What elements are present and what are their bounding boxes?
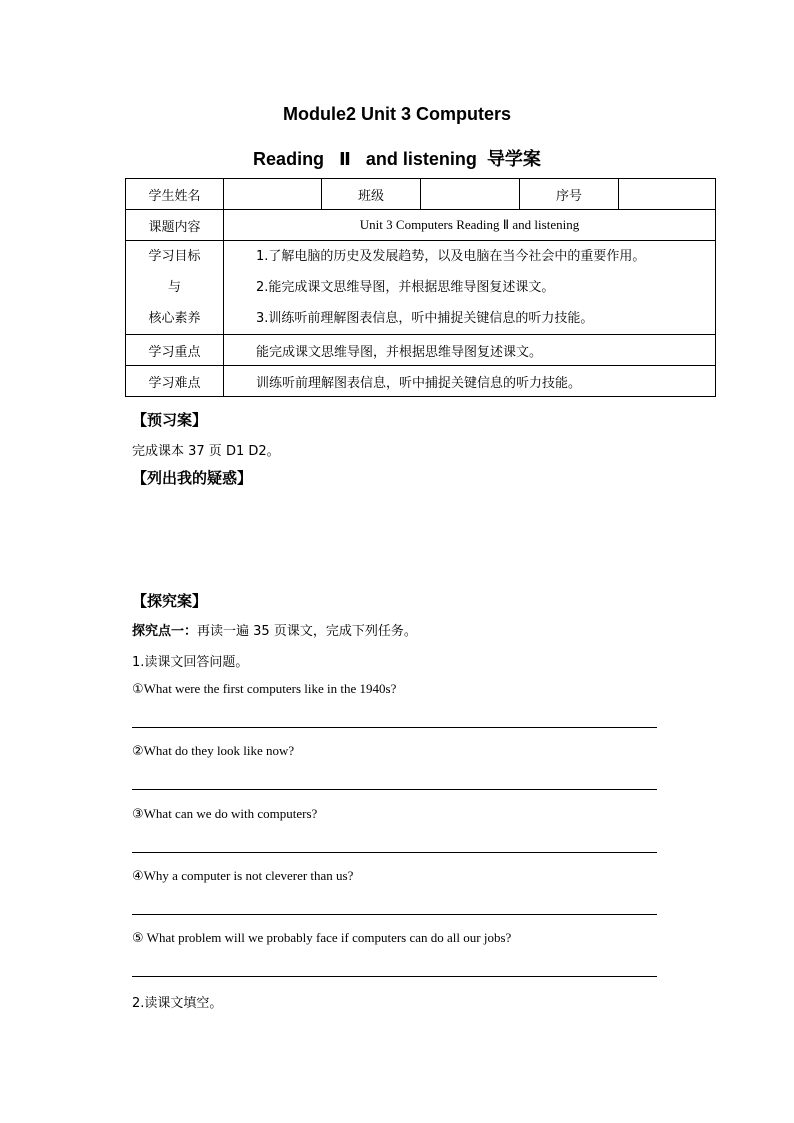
question-text: What problem will we probably face if computers can do all our jobs? xyxy=(143,930,512,945)
point-1-text: 再读一遍 35 页课文，完成下列任务。 xyxy=(197,624,417,639)
task-2-heading: 2.读课文填空。 xyxy=(132,996,223,1011)
goal-item: 1.了解电脑的历史及发展趋势，以及电脑在当今社会中的重要作用。 xyxy=(256,249,646,264)
goals-label-line: 核心素养 xyxy=(148,311,201,326)
focus-value: 能完成课文思维导图，并根据思维导图复述课文。 xyxy=(224,335,716,366)
point-1-label: 探究点一： xyxy=(132,624,198,639)
question-4 xyxy=(132,868,353,884)
goals-label xyxy=(126,241,224,335)
topic-label: 课题内容 xyxy=(126,210,224,241)
question-number: ① xyxy=(132,682,144,697)
class-field[interactable] xyxy=(421,179,520,210)
preview-heading: 【预习案】 xyxy=(132,411,208,429)
question-5 xyxy=(132,930,511,946)
question-2 xyxy=(132,743,294,759)
answer-line[interactable] xyxy=(132,727,657,728)
goals-label-line: 与 xyxy=(167,280,181,295)
table-row xyxy=(126,335,716,366)
question-number: ② xyxy=(132,744,144,759)
student-name-field[interactable] xyxy=(224,179,322,210)
info-table xyxy=(125,178,716,397)
topic-value: Unit 3 Computers Reading Ⅱ and listening xyxy=(224,210,716,241)
preview-text: 完成课本 37 页 D1 D2。 xyxy=(132,444,280,459)
answer-line[interactable] xyxy=(132,852,657,853)
goals-label-line: 学习目标 xyxy=(148,249,201,264)
question-3 xyxy=(132,806,317,822)
difficulty-label: 学习难点 xyxy=(126,366,224,397)
question-text: What can we do with computers? xyxy=(143,806,318,821)
answer-line[interactable] xyxy=(132,976,657,977)
difficulty-value: 训练听前理解图表信息，听中捕捉关键信息的听力技能。 xyxy=(224,366,716,397)
focus-label: 学习重点 xyxy=(126,335,224,366)
explore-heading: 【探究案】 xyxy=(132,592,208,610)
doubts-heading: 【列出我的疑惑】 xyxy=(132,469,253,487)
question-number: ④ xyxy=(132,869,144,884)
question-text: What do they look like now? xyxy=(143,743,295,758)
table-row xyxy=(126,210,716,241)
document-subtitle xyxy=(0,145,794,171)
subtitle-english: Reading Ⅱ and listening xyxy=(253,149,477,169)
question-number: ⑤ xyxy=(132,931,144,946)
subtitle-chinese: 导学案 xyxy=(486,149,541,170)
goal-item: 2.能完成课文思维导图，并根据思维导图复述课文。 xyxy=(256,280,555,295)
question-1 xyxy=(132,681,396,697)
class-label: 班级 xyxy=(322,179,421,210)
task-1-heading: 1.读课文回答问题。 xyxy=(132,655,249,670)
seat-number-label: 序号 xyxy=(520,179,619,210)
seat-number-field[interactable] xyxy=(619,179,716,210)
question-number: ③ xyxy=(132,807,144,822)
question-text: What were the first computers like in the 1940s? xyxy=(143,681,397,696)
table-row xyxy=(126,179,716,210)
answer-line[interactable] xyxy=(132,789,657,790)
student-name-label: 学生姓名 xyxy=(126,179,224,210)
goal-item: 3.训练听前理解图表信息，听中捕捉关键信息的听力技能。 xyxy=(256,311,594,326)
goals-list xyxy=(224,241,716,335)
table-row xyxy=(126,366,716,397)
question-text: Why a computer is not cleverer than us? xyxy=(143,868,354,883)
explore-point-1 xyxy=(132,620,417,639)
document-title: Module2 Unit 3 Computers xyxy=(282,104,511,124)
table-row xyxy=(126,241,716,335)
answer-line[interactable] xyxy=(132,914,657,915)
